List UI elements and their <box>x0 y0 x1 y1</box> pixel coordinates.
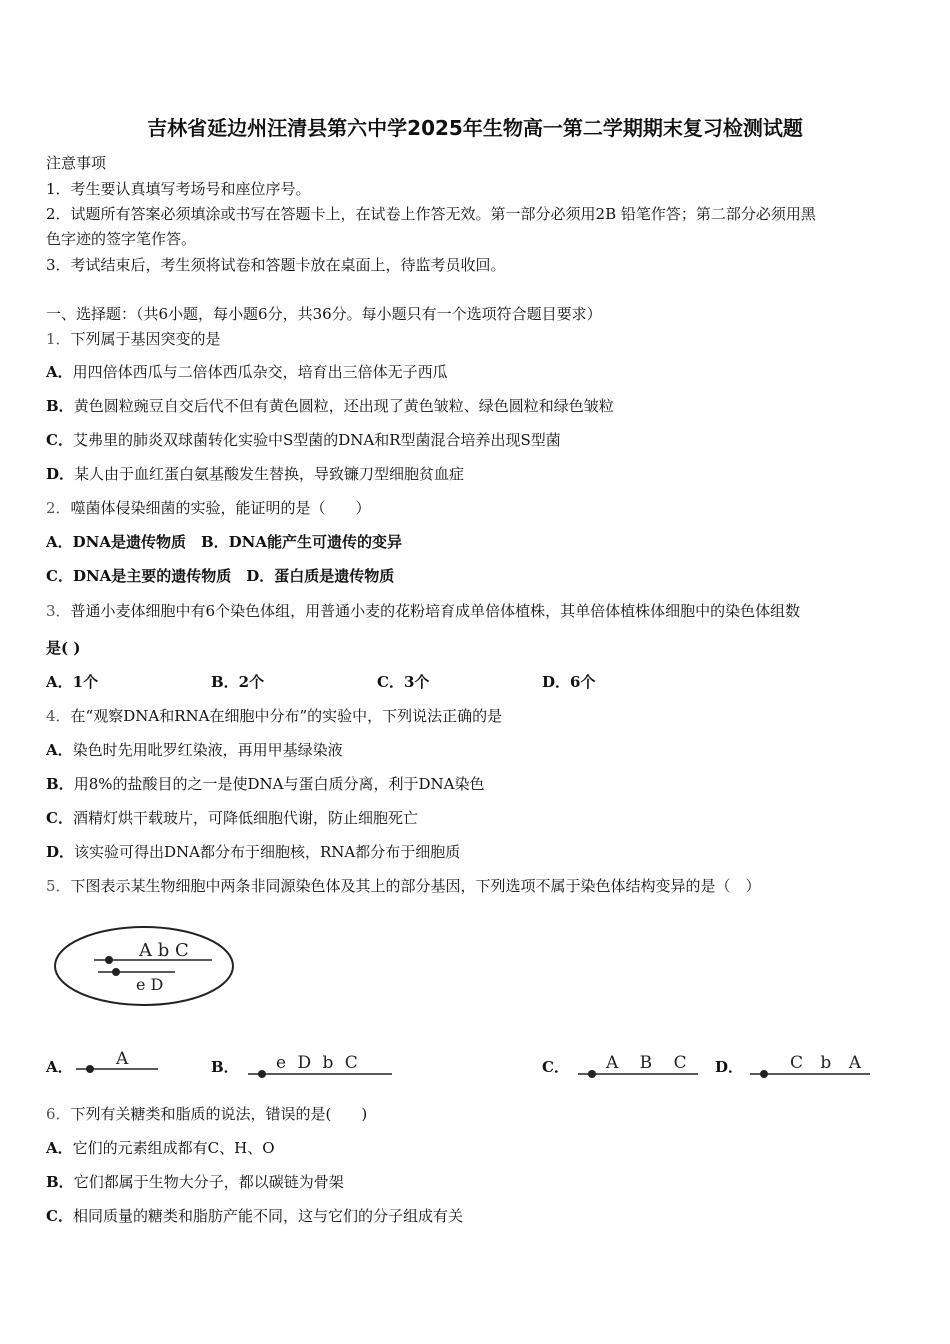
option-text: 黄色圆粒豌豆自交后代不但有黄色圆粒，还出现了黄色皱粒、绿色圆粒和绿色皱粒 <box>73 397 614 415</box>
option-text: 某人由于血红蛋白氨基酸发生替换，导致镰刀型细胞贫血症 <box>74 465 465 483</box>
top-gene-labels: A b C <box>139 940 189 961</box>
option-b: B．2个 <box>211 673 265 691</box>
option-a-chromosome <box>74 1044 164 1078</box>
centromere-top <box>105 956 113 964</box>
gene-labels: C b A <box>790 1053 867 1073</box>
notice-item: 2．试题所有答案必须填涂或书写在答题卡上，在试卷上作答无效。第一部分必须用2B 铅笔作答；第二部分必须用黑 <box>46 205 816 223</box>
option-label: B． <box>46 775 74 793</box>
option-label: D． <box>46 843 75 861</box>
option-a <box>46 739 343 760</box>
bottom-gene-labels: e D <box>136 975 164 994</box>
option-text: 用四倍体西瓜与二倍体西瓜杂交，培育出三倍体无子西瓜 <box>72 363 448 381</box>
question-number: 5． <box>46 877 71 895</box>
question-1 <box>46 328 221 349</box>
question-stem: 普通小麦体细胞中有6个染色体组，用普通小麦的花粉培育成单倍体植株，其单倍体植株体细胞中的染色体组数 <box>70 602 801 620</box>
option-label: A． <box>46 1139 73 1157</box>
gene-labels: e D b C <box>276 1053 361 1073</box>
option-b <box>46 395 614 416</box>
notice-item: 色字迹的签字笔作答。 <box>46 230 197 248</box>
option-text: 艾弗里的肺炎双球菌转化实验中S型菌的DNA和R型菌混合培养出现S型菌 <box>72 431 561 449</box>
question-5 <box>46 875 761 896</box>
option-label: A． <box>46 363 73 381</box>
option-c <box>46 807 418 828</box>
option-label: D． <box>46 465 75 483</box>
option-a <box>46 1137 275 1158</box>
option-text: 酒精灯烘干载玻片，可降低细胞代谢，防止细胞死亡 <box>72 809 418 827</box>
option-label: C． <box>46 809 73 827</box>
option-text: 相同质量的糖类和脂肪产能不同，这与它们的分子组成有关 <box>72 1207 463 1225</box>
question-stem: 下列有关糖类和脂质的说法，错误的是( ) <box>70 1105 368 1123</box>
option-text: 它们都属于生物大分子，都以碳链为骨架 <box>73 1173 344 1191</box>
page-title: 吉林省延边州汪清县第六中学2025年生物高一第二学期期末复习检测试题 <box>147 116 803 140</box>
option-text: 染色时先用吡罗红染液，再用甲基绿染液 <box>72 741 343 759</box>
option-text: 该实验可得出DNA都分布于细胞核，RNA都分布于细胞质 <box>74 843 461 861</box>
option-a: A．1个 <box>46 673 99 691</box>
option-label: C． <box>46 431 73 449</box>
question-stem: 下图表示某生物细胞中两条非同源染色体及其上的部分基因，下列选项不属于染色体结构变异的是（ ） <box>70 877 761 895</box>
question-stem: 噬菌体侵染细菌的实验，能证明的是（ ） <box>70 499 371 517</box>
option-c-chromosome <box>576 1044 701 1078</box>
question-stem: 下列属于基因突变的是 <box>70 330 221 348</box>
question-number: 1． <box>46 330 71 348</box>
option-text: 用8%的盐酸目的之一是使DNA与蛋白质分离，利于DNA染色 <box>73 775 485 793</box>
options-row: A．DNA是遗传物质 B．DNA能产生可遗传的变异 <box>46 533 403 551</box>
options-row: C．DNA是主要的遗传物质 D．蛋白质是遗传物质 <box>46 567 395 585</box>
option-label: B． <box>46 397 74 415</box>
question-3 <box>46 600 800 621</box>
option-d <box>46 463 464 484</box>
option-d: D．6个 <box>542 673 596 691</box>
question-number: 6． <box>46 1105 71 1123</box>
notice-heading: 注意事项 <box>46 154 107 172</box>
option-b-label: B． <box>211 1058 239 1076</box>
option-c-label: C． <box>542 1058 569 1076</box>
question-4 <box>46 705 502 726</box>
question-number: 3． <box>46 602 71 620</box>
notice-item: 1．考生要认真填写考场号和座位序号。 <box>46 180 311 198</box>
question-stem-continued: 是( ) <box>46 639 81 657</box>
option-text: 它们的元素组成都有C、H、O <box>72 1139 275 1157</box>
chromosome-figure <box>50 920 240 1010</box>
question-6 <box>46 1103 367 1124</box>
question-stem: 在“观察DNA和RNA在细胞中分布”的实验中，下列说法正确的是 <box>70 707 503 725</box>
section-heading: 一、选择题：（共6小题，每小题6分，共36分。每小题只有一个选项符合题目要求） <box>46 305 602 323</box>
option-c <box>46 1205 463 1226</box>
question-2 <box>46 497 371 518</box>
option-c <box>46 429 561 450</box>
option-a-label: A． <box>46 1058 73 1076</box>
centromere-bottom <box>112 968 120 976</box>
option-label: C． <box>46 1207 73 1225</box>
option-b <box>46 773 484 794</box>
question-number: 2． <box>46 499 71 517</box>
option-d-chromosome <box>748 1044 873 1078</box>
notice-item: 3．考试结束后，考生须将试卷和答题卡放在桌面上，待监考员收回。 <box>46 256 506 274</box>
gene-labels: A <box>116 1049 129 1069</box>
option-b-chromosome <box>246 1044 396 1078</box>
option-a <box>46 361 448 382</box>
option-c: C．3个 <box>377 673 430 691</box>
gene-labels: A B C <box>606 1053 695 1073</box>
option-d-label: D． <box>715 1058 744 1076</box>
option-label: A． <box>46 741 73 759</box>
option-label: B． <box>46 1173 74 1191</box>
option-b <box>46 1171 344 1192</box>
option-d <box>46 841 460 862</box>
question-number: 4． <box>46 707 71 725</box>
